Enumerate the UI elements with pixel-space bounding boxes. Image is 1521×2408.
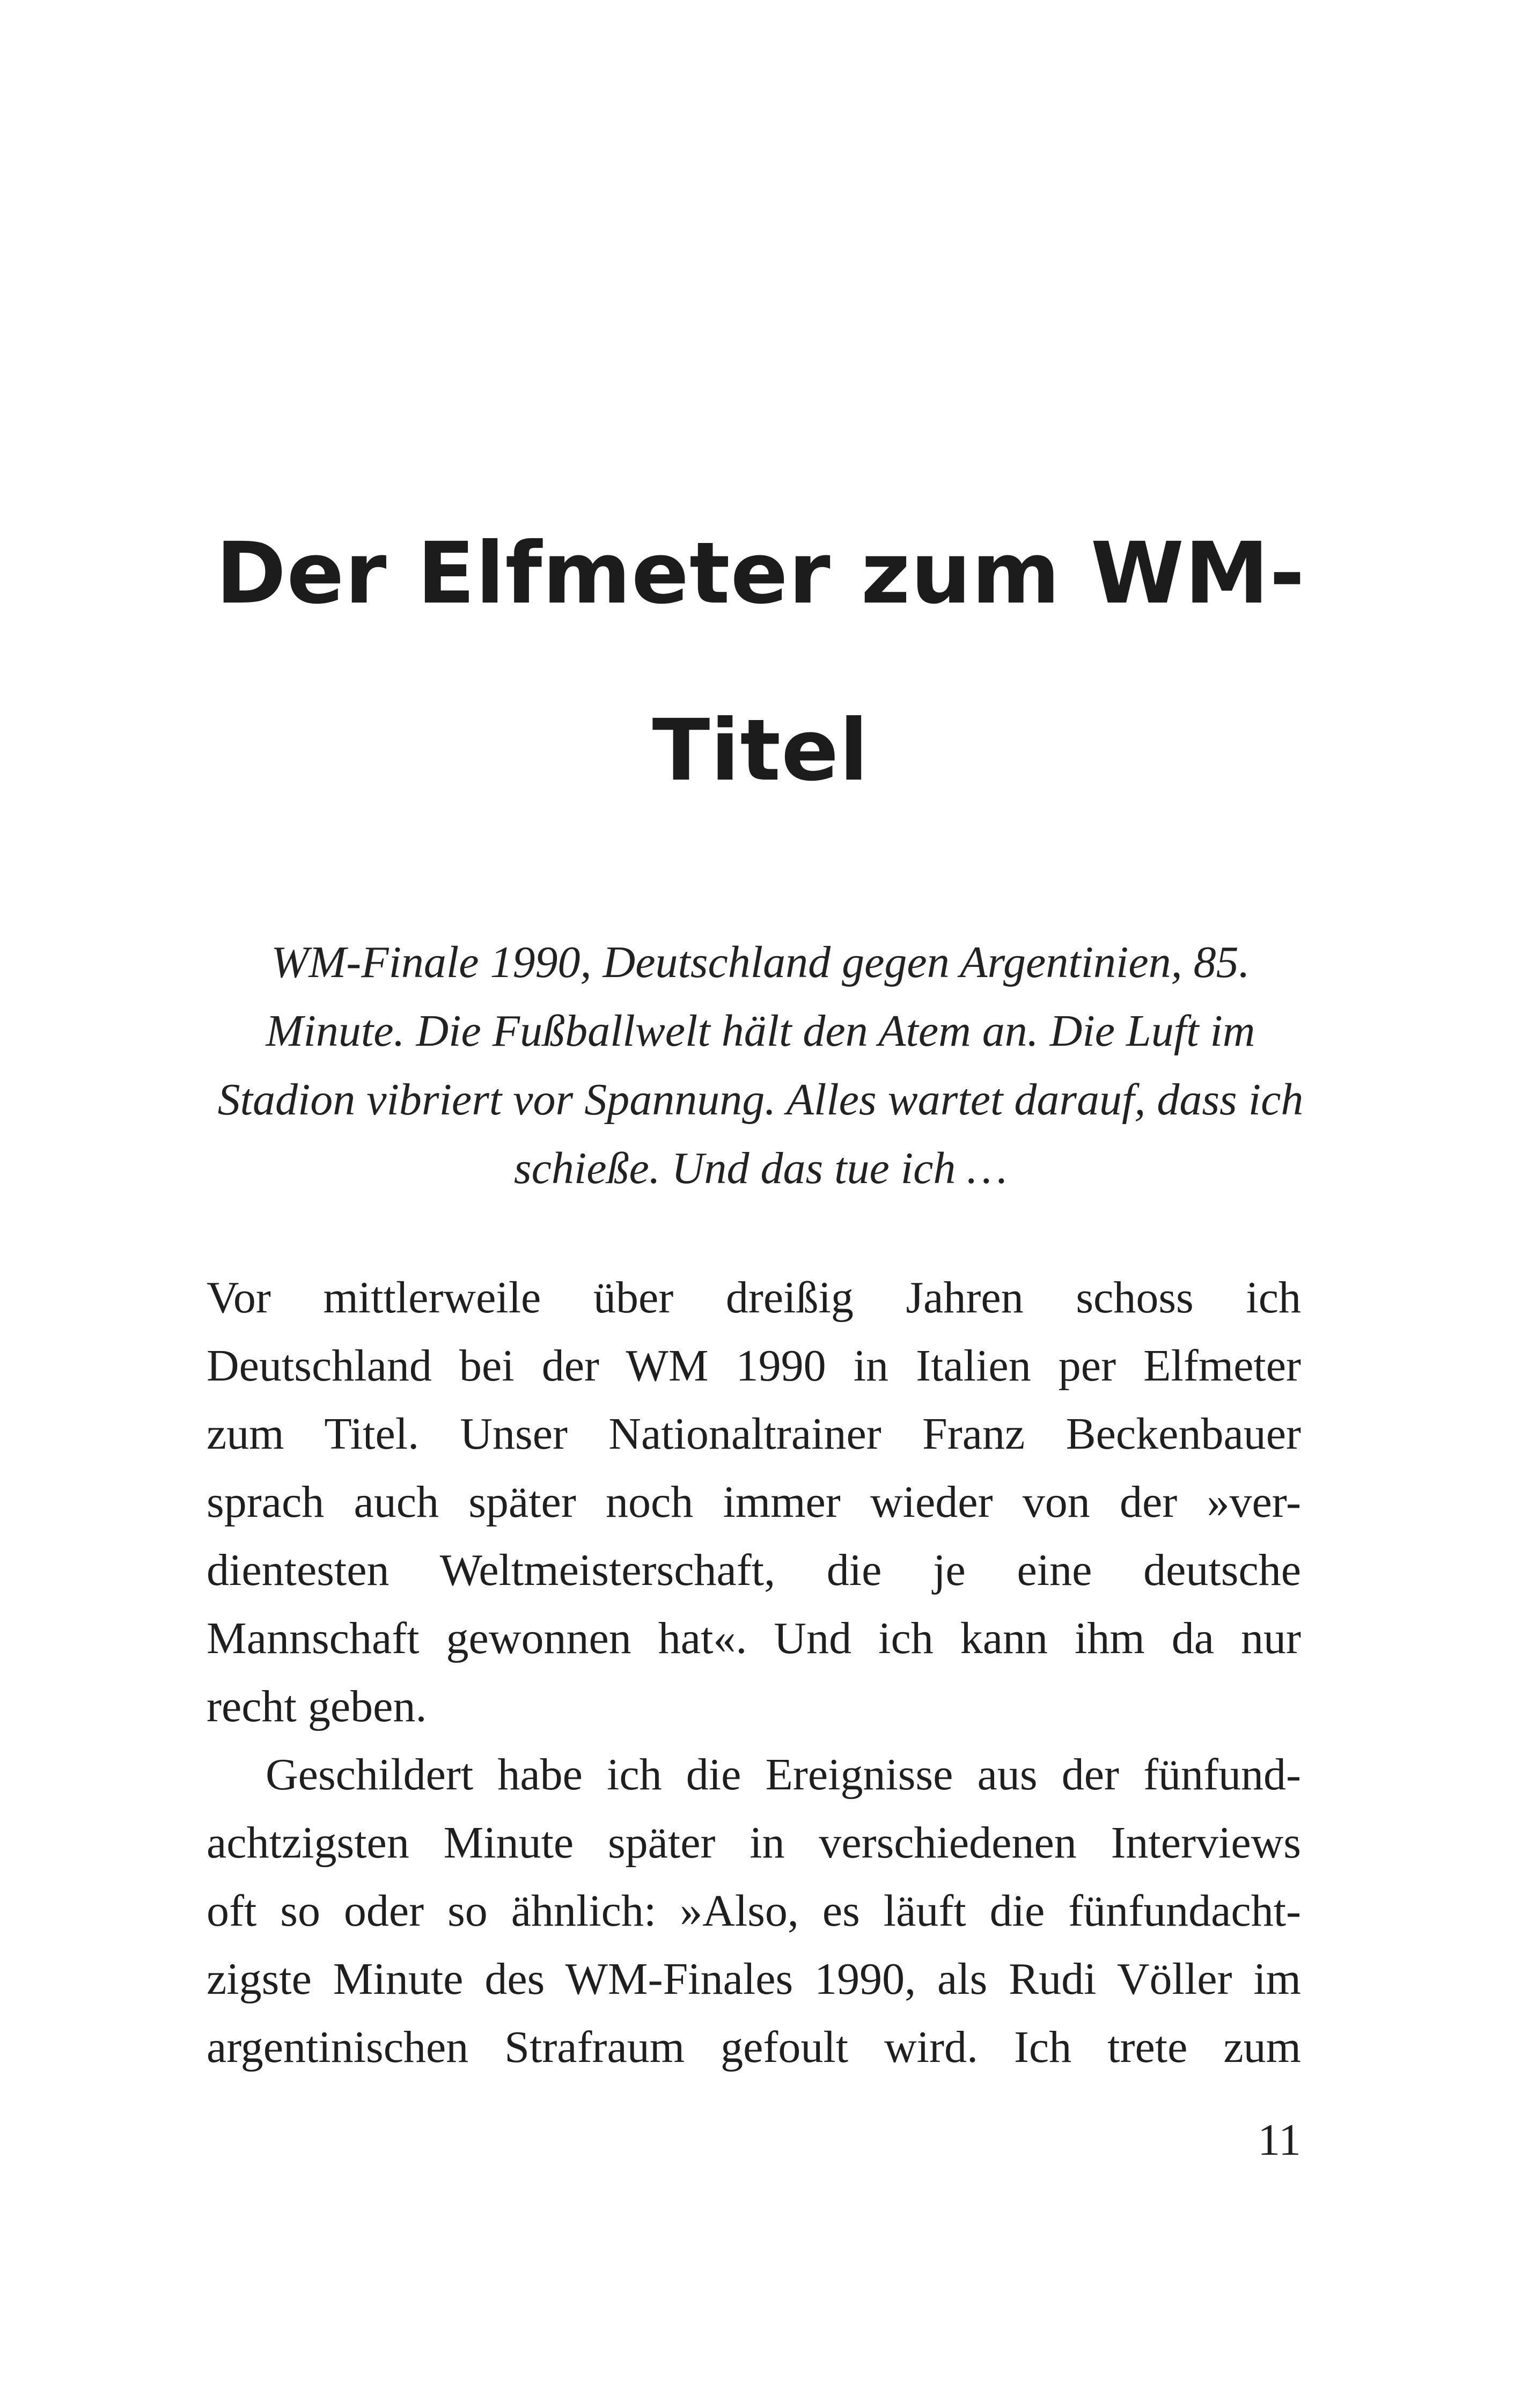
intro-line: Stadion vibriert vor Spannung. Alles wartet darauf, dass ich bbox=[217, 1075, 1304, 1125]
text-line: oft so oder so ähnlich: »Also, es läuft die fünfundacht- bbox=[207, 1886, 1301, 1936]
chapter-intro-epigraph bbox=[161, 928, 1360, 1203]
text-line: recht geben. bbox=[207, 1682, 427, 1731]
chapter-title-line: Der Elfmeter zum WM- bbox=[216, 524, 1305, 623]
paragraph-1 bbox=[207, 1264, 1301, 1741]
text-line: Deutschland bei der WM 1990 in Italien per Elfmeter bbox=[207, 1341, 1301, 1391]
intro-line: WM-Finale 1990, Deutschland gegen Argentinien, 85. bbox=[271, 937, 1250, 987]
text-line: achtzigsten Minute später in verschiedenen Interviews bbox=[207, 1818, 1301, 1868]
text-line: Geschildert habe ich die Ereignisse aus der fünfund- bbox=[266, 1750, 1301, 1800]
body-text bbox=[207, 1264, 1301, 2081]
text-line: zigste Minute des WM-Finales 1990, als Rudi Völler im bbox=[207, 1954, 1301, 2004]
chapter-title-line: Titel bbox=[652, 701, 869, 800]
text-line: Mannschaft gewonnen hat«. Und ich kann ihm da nur bbox=[207, 1613, 1301, 1663]
paragraph-2 bbox=[207, 1741, 1301, 2081]
text-line: Vor mittlerweile über dreißig Jahren schoss ich bbox=[207, 1273, 1301, 1323]
text-line: dientesten Weltmeisterschaft, die je eine deutsche bbox=[207, 1545, 1301, 1595]
text-line: sprach auch später noch immer wieder von der »ver- bbox=[207, 1477, 1301, 1527]
text-line: zum Titel. Unser Nationaltrainer Franz Beckenbauer bbox=[207, 1409, 1301, 1459]
intro-line: schieße. Und das tue ich … bbox=[513, 1143, 1008, 1193]
text-line: argentinischen Strafraum gefoult wird. Ich trete zum bbox=[207, 2022, 1301, 2072]
intro-line: Minute. Die Fußballwelt hält den Atem an. Die Luft im bbox=[266, 1006, 1255, 1056]
page-number: 11 bbox=[1258, 2115, 1301, 2165]
chapter-title bbox=[161, 524, 1360, 885]
